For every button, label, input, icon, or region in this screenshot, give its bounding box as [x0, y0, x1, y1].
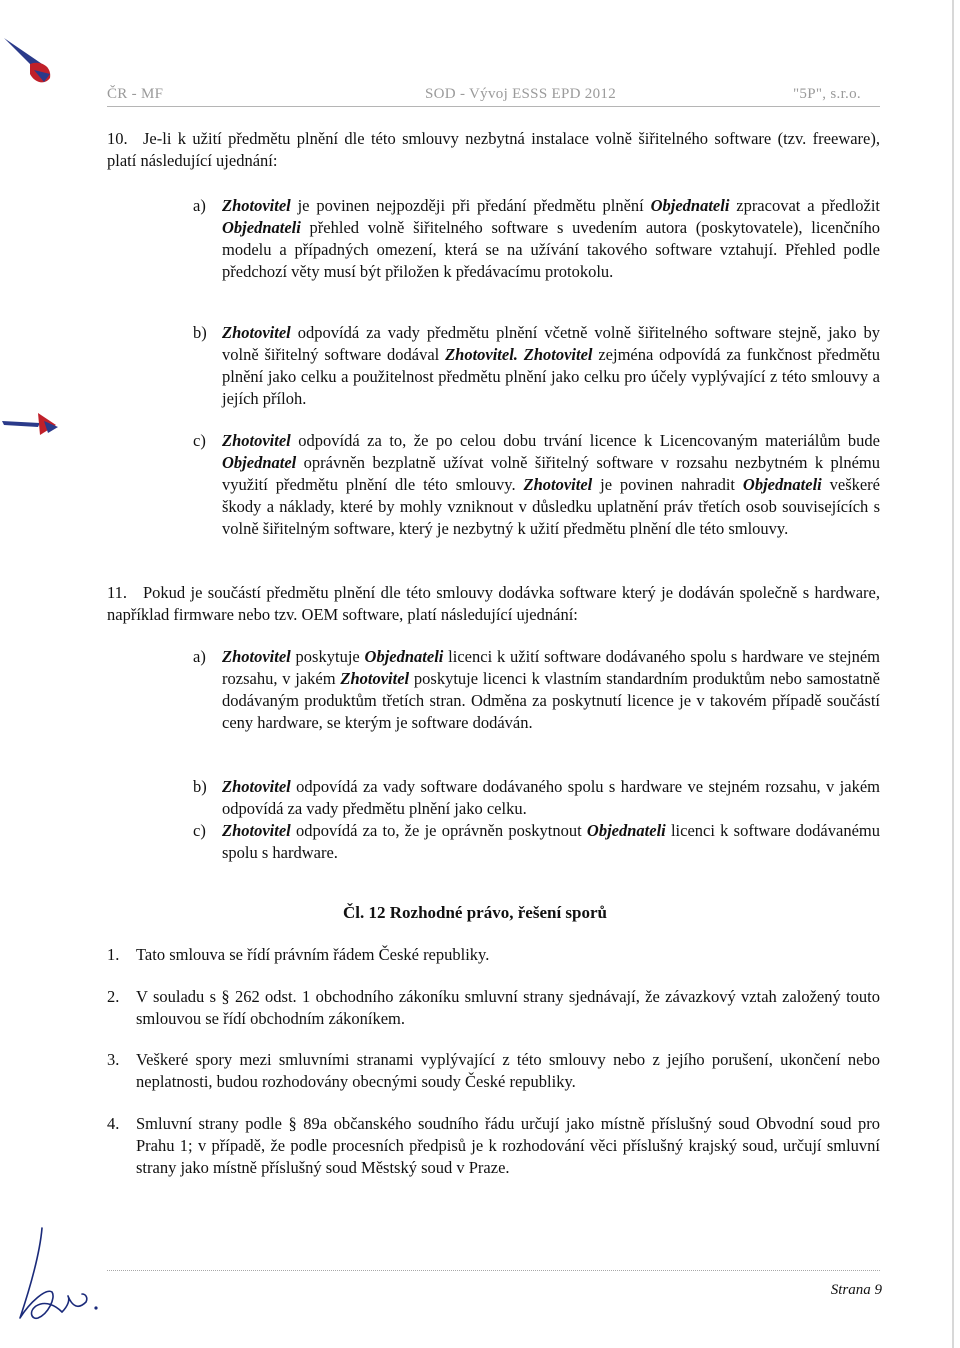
text-run: zejména odpovídá za funkčnost předmětu plnění jako celku a použitelnost předmětu plnění jako celku pro účely vyplývající z této smlouvy a jejích příloh.	[222, 345, 881, 408]
header-center: SOD - Vývoj ESSS EPD 2012	[425, 86, 617, 102]
item-label: c)	[193, 821, 206, 840]
item-text	[222, 322, 880, 410]
emphasized-party-name: Objednateli	[222, 218, 301, 237]
flag-mark-icon	[0, 405, 70, 445]
emphasized-party-name: Objednateli	[742, 475, 822, 494]
item-text	[222, 430, 880, 540]
emphasized-party-name: Zhotovitel	[222, 647, 291, 666]
text-run: oprávněn bezplatně užívat volně šiřitelný software v rozsahu nezbytném k plnému využití předmětu plnění dle této smlouvy.	[222, 453, 880, 494]
point-number: 4.	[107, 1114, 120, 1133]
section-intro: Je-li k užití předmětu plnění dle této smlouvy nezbytná instalace volně šiřitelného software (tzv. freeware), platí následující ujednání:	[107, 129, 880, 170]
item-text	[222, 776, 880, 820]
text-run: licenci k software dodávanému spolu s hardware.	[222, 821, 880, 862]
item-text	[222, 646, 880, 734]
text-run: licenci k užití software dodávaného spolu s hardware ve stejném rozsahu, v jakém	[222, 647, 880, 688]
emphasized-party-name: Zhotovitel	[222, 777, 291, 796]
emphasized-party-name: Zhotovitel	[523, 345, 593, 364]
emphasized-party-name: Objednateli	[650, 196, 730, 215]
item-label: b)	[193, 323, 207, 342]
text-run: odpovídá za vady software dodávaného spolu s hardware ve stejném rozsahu, v jakém odpovídá za vady předmětu plnění jako celku.	[222, 777, 880, 818]
text-run: zpracovat a předložit	[729, 196, 880, 215]
text-run: je povinen nejpozději při předání předmětu plnění	[290, 196, 651, 215]
emphasized-party-name: Zhotovitel	[523, 475, 593, 494]
text-run: odpovídá za to, že po celou dobu trvání licence k Licencovaným materiálům bude	[290, 431, 880, 450]
emphasized-party-name: Zhotovitel	[340, 669, 410, 688]
item-label: a)	[193, 647, 206, 666]
item-label: b)	[193, 777, 207, 796]
emphasized-party-name: Zhotovitel	[222, 196, 291, 215]
point-text: V souladu s § 262 odst. 1 obchodního zákoníku smluvní strany sjednávají, že závazkový vztah založený touto smlouvou se řídí obchodním zákoníkem.	[136, 987, 880, 1028]
flag-mark-icon	[0, 30, 70, 90]
item-text	[222, 195, 880, 283]
point-text: Veškeré spory mezi smluvními stranami vyplývající z této smlouvy nebo z jejího porušení, ukončení nebo neplatnosti, budou rozhodovány obecnými soudy České republiky.	[136, 1050, 880, 1091]
emphasized-party-name: Zhotovitel	[222, 323, 291, 342]
emphasized-party-name: Objednateli	[586, 821, 666, 840]
page-number: Strana 9	[830, 1282, 882, 1298]
point-number: 3.	[107, 1050, 120, 1069]
emphasized-party-name: Zhotovitel	[222, 431, 291, 450]
text-run: veškeré škody a náklady, které by mohly vzniknout v důsledku uplatnění práv třetích osob souvisejících s volně šiřitelným software, který je nezbytný k užití předmětu plnění dle této smlouvy.	[222, 475, 881, 538]
footer-divider	[107, 1270, 880, 1271]
text-run: odpovídá za vady předmětu plnění včetně volně šiřitelného software stejně, jako by volně šiřitelný software dodával	[222, 323, 880, 364]
item-label: a)	[193, 196, 206, 215]
signature-initials	[12, 1222, 107, 1332]
point-text: Tato smlouva se řídí právním řádem České republiky.	[136, 945, 490, 964]
emphasized-party-name: Zhotovitel	[222, 821, 291, 840]
article-heading: Čl. 12 Rozhodné právo, řešení sporů	[343, 903, 607, 922]
text-run: je povinen nahradit	[592, 475, 743, 494]
text-run: poskytuje	[290, 647, 365, 666]
text-run: přehled volně šiřitelného software s uvedením autora (poskytovatele), licenčního modelu a případných omezení, která se na užívání takového software vztahují. Přehled podle předchozí věty musí být přiložen k předávacímu protokolu.	[222, 218, 880, 281]
emphasized-party-name: Zhotovitel.	[445, 345, 518, 364]
emphasized-party-name: Objednatel	[222, 453, 297, 472]
header-right: "5P", s.r.o.	[793, 86, 861, 102]
point-number: 2.	[107, 987, 120, 1006]
section-number: 10.	[107, 129, 128, 148]
item-text	[222, 820, 880, 864]
scan-edge	[952, 0, 954, 1348]
section-intro: Pokud je součástí předmětu plnění dle této smlouvy dodávka software který je dodáván společně s hardware, například firmware nebo tzv. OEM software, platí následující ujednání:	[107, 583, 880, 624]
text-run: poskytuje licenci k vlastním standardním produktům nebo samostatně dodávaným produktům třetích stran. Odměna za poskytnutí licence je v takovém případě součástí ceny hardware, se kterým je software dodáván.	[222, 669, 880, 732]
header-divider	[107, 106, 880, 107]
item-label: c)	[193, 431, 206, 450]
section-number: 11.	[107, 583, 128, 602]
point-number: 1.	[107, 945, 120, 964]
text-run: odpovídá za to, že je oprávněn poskytnout	[290, 821, 587, 840]
point-text: Smluvní strany podle § 89a občanského soudního řádu určují jako místně příslušný soud Obvodní soud pro Prahu 1; v případě, že podle procesních předpisů je k rozhodování věci příslušný krajský soud, určují smluvní strany jako místně příslušný soud Městský soud v Praze.	[136, 1114, 880, 1177]
header-left: ČR - MF	[107, 86, 164, 102]
emphasized-party-name: Objednateli	[364, 647, 444, 666]
